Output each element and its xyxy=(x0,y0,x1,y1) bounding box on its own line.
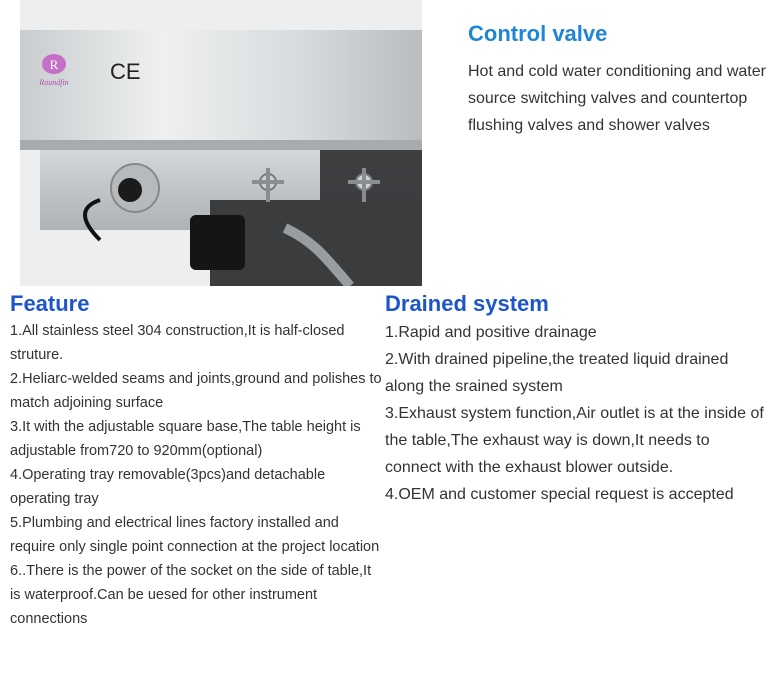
feature-item: 4.Operating tray removable(3pcs)and detachable operating tray xyxy=(10,467,326,507)
feature-item: 2.Heliarc-welded seams and joints,ground and polishes to match adjoining surface xyxy=(10,371,382,411)
drained-item: 2.With drained pipeline,the treated liquid drained along the srained system xyxy=(385,351,729,395)
ce-mark: CE xyxy=(110,59,141,84)
control-valve-title: Control valve xyxy=(468,21,608,46)
feature-item: 1.All stainless steel 304 construction,It is half-closed struture. xyxy=(10,323,345,363)
feature-list xyxy=(10,319,382,631)
control-valve-text: Hot and cold water conditioning and water source switching valves and countertop flushing valves and shower valves xyxy=(468,63,766,134)
svg-text:R: R xyxy=(49,57,59,72)
drained-item: 1.Rapid and positive drainage xyxy=(385,324,597,341)
feature-item: 5.Plumbing and electrical lines factory installed and require only single point connection at the project location xyxy=(10,515,380,555)
drained-system-list xyxy=(385,319,770,508)
drained-item: 3.Exhaust system function,Air outlet is at the inside of the table,The exhaust way is down,It needs to connect with the exhaust blower outside. xyxy=(385,405,764,476)
feature-title: Feature xyxy=(10,291,90,316)
feature-item: 6..There is the power of the socket on the side of table,It is waterproof.Can be uesed for other instrument connections xyxy=(10,563,372,627)
drained-system-title: Drained system xyxy=(385,291,549,316)
product-photo xyxy=(20,0,422,286)
drained-item: 4.OEM and customer special request is accepted xyxy=(385,486,734,503)
svg-text:Roundfin: Roundfin xyxy=(39,78,69,87)
feature-item: 3.It with the adjustable square base,The table height is adjustable from720 to 920mm(optional) xyxy=(10,419,361,459)
